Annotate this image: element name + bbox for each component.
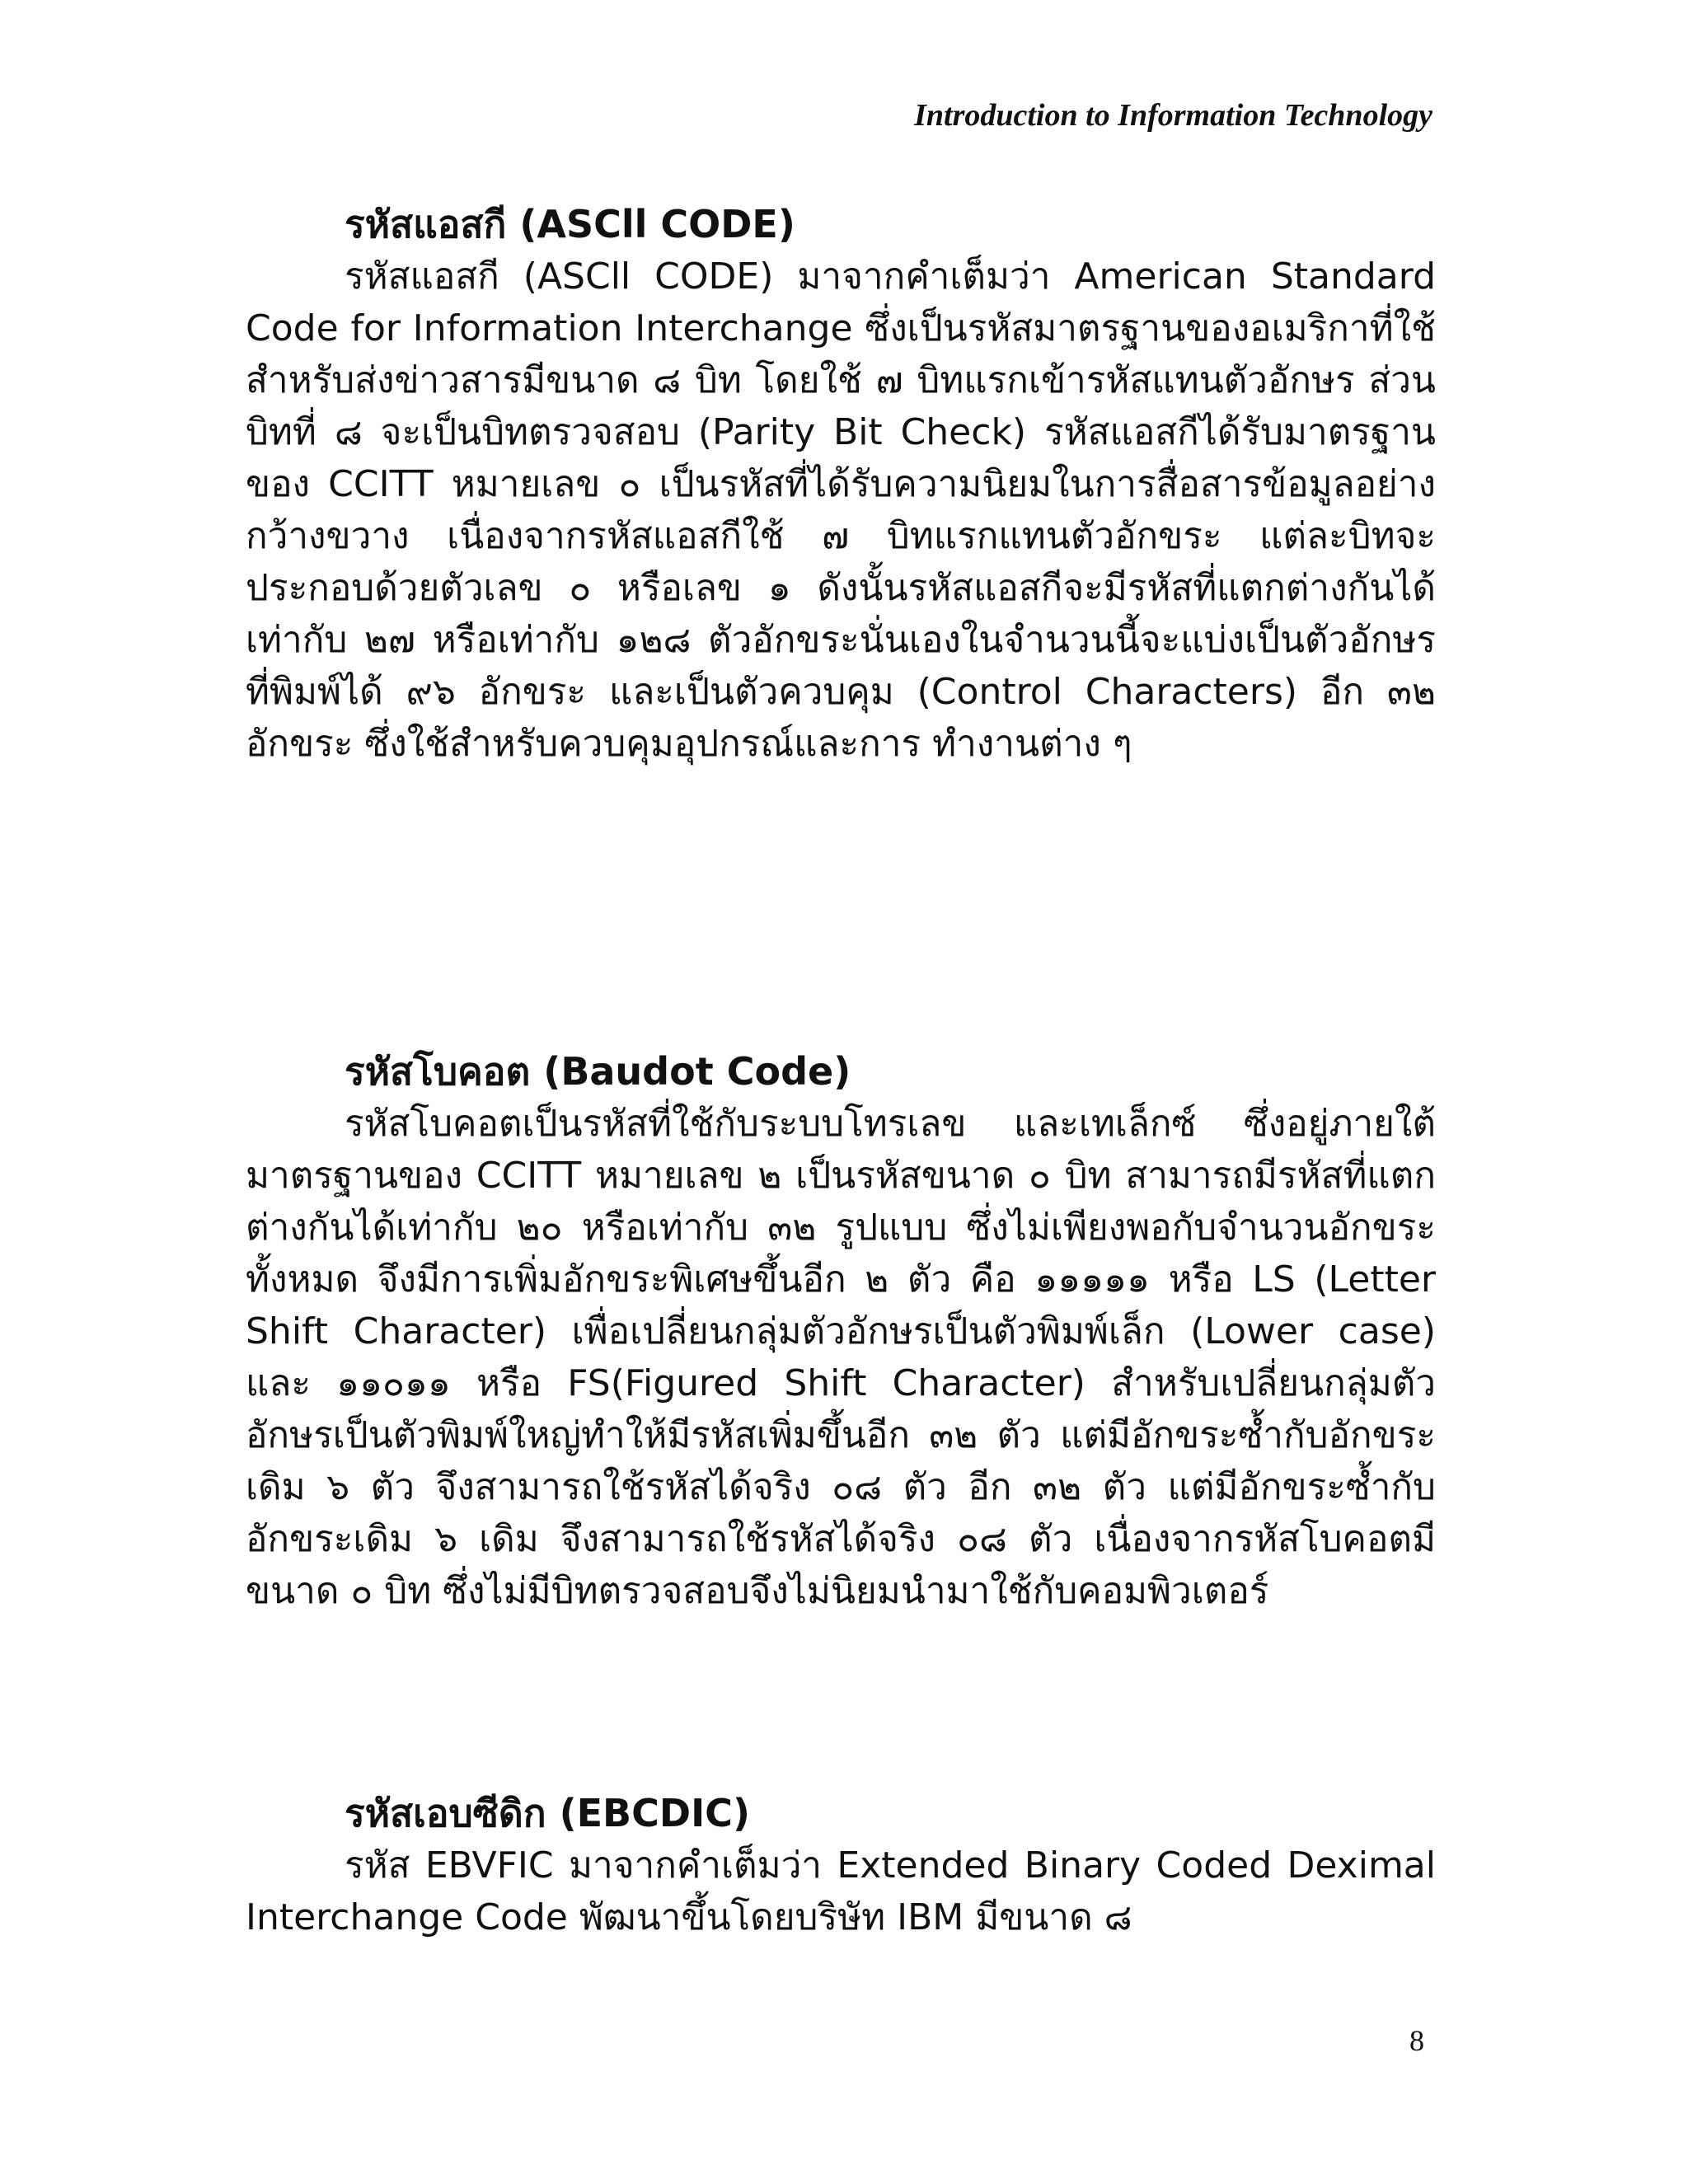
section-paragraph: รหัสโบคอตเป็นรหัสที่ใช้กับระบบโทรเลข และเทเล็กซ์ ซึ่งอยู่ภายใต้มาตรฐานของ CCITT หมายเลข ๒ เป็นรหัสขนาด ๐ บิท สามารถมีรหัสที่แตกต่างกันได้เท่ากับ ๒๐ หรือเท่ากับ ๓๒ รูปแบบ ซึ่งไม่เพียงพอกับจำนวนอักขระทั้งหมด จึงมีการเพิ่มอักขระพิเศษขึ้นอีก ๒ ตัว คือ ๑๑๑๑๑ หรือ LS (Letter Shift Character) เพื่อเปลี่ยนกลุ่มตัวอักษรเป็นตัวพิมพ์เล็ก (Lower case) และ ๑๑๐๑๑ หรือ FS(Figured Shift Character) สำหรับเปลี่ยนกลุ่มตัวอักษรเป็นตัวพิมพ์ใหญ่ทำให้มีรหัสเพิ่มขึ้นอีก ๓๒ ตัว แต่มีอักขระซ้ำกับอักขระเดิม ๖ ตัว จึงสามารถใช้รหัสได้จริง ๐๘ ตัว อีก ๓๒ ตัว แต่มีอักขระซ้ำกับอักขระเดิม ๖ เดิม จึงสามารถใช้รหัสได้จริง ๐๘ ตัว เนื่องจากรหัสโบคอตมีขนาด ๐ บิท ซึ่งไม่มีบิทตรวจสอบจึงไม่นิยมนำมาใช้กับคอมพิวเตอร์ [246,1103,1436,1612]
page-number: 8 [1409,2024,1424,2057]
section-heading: รหัสแอสกี (ASCll CODE) [345,202,795,246]
section-paragraph: รหัสแอสกี (ASCll CODE) มาจากคำเต็มว่า American Standard Code for Information Interchange ซึ่งเป็นรหัสมาตรฐานของอเมริกาที่ใช้สำหรับส่งข่าวสารมีขนาด ๘ บิท โดยใช้ ๗ บิทแรกเข้ารหัสแทนตัวอักษร ส่วนบิทที่ ๘ จะเป็นบิทตรวจสอบ (Parity Bit Check) รหัสแอสกีได้รับมาตรฐานของ CCITT หมายเลข ๐ เป็นรหัสที่ได้รับความนิยมในการสื่อสารข้อมูลอย่างกว้างขวาง เนื่องจากรหัสแอสกีใช้ ๗ บิทแรกแทนตัวอักขระ แต่ละบิทจะประกอบด้วยตัวเลข ๐ หรือเลข ๑ ดังนั้นรหัสแอสกีจะมีรหัสที่แตกต่างกันได้เท่ากับ ๒๗ หรือเท่ากับ ๑๒๘ ตัวอักขระนั่นเองในจำนวนนี้จะแบ่งเป็นตัวอักษรที่พิมพ์ได้ ๙๖ อักขระ และเป็นตัวควบคุม (Control Characters) อีก ๓๒ อักขระ ซึ่งใช้สำหรับควบคุมอุปกรณ์และการ ทำงานต่าง ๆ [246,255,1436,765]
section-baudot-code [246,1045,1436,1617]
section-ascii-code [246,198,1436,770]
section-heading: รหัสเอบซีดิก (EBCDIC) [345,1791,750,1835]
running-header: Introduction to Information Technology [914,98,1432,133]
section-ebcdic [246,1787,1436,1943]
section-heading: รหัสโบคอต (Baudot Code) [345,1049,851,1094]
section-paragraph: รหัส EBVFIC มาจากคำเต็มว่า Extended Binary Coded Deximal Interchange Code พัฒนาขึ้นโดยบริษัท IBM มีขนาด ๘ [246,1844,1436,1938]
